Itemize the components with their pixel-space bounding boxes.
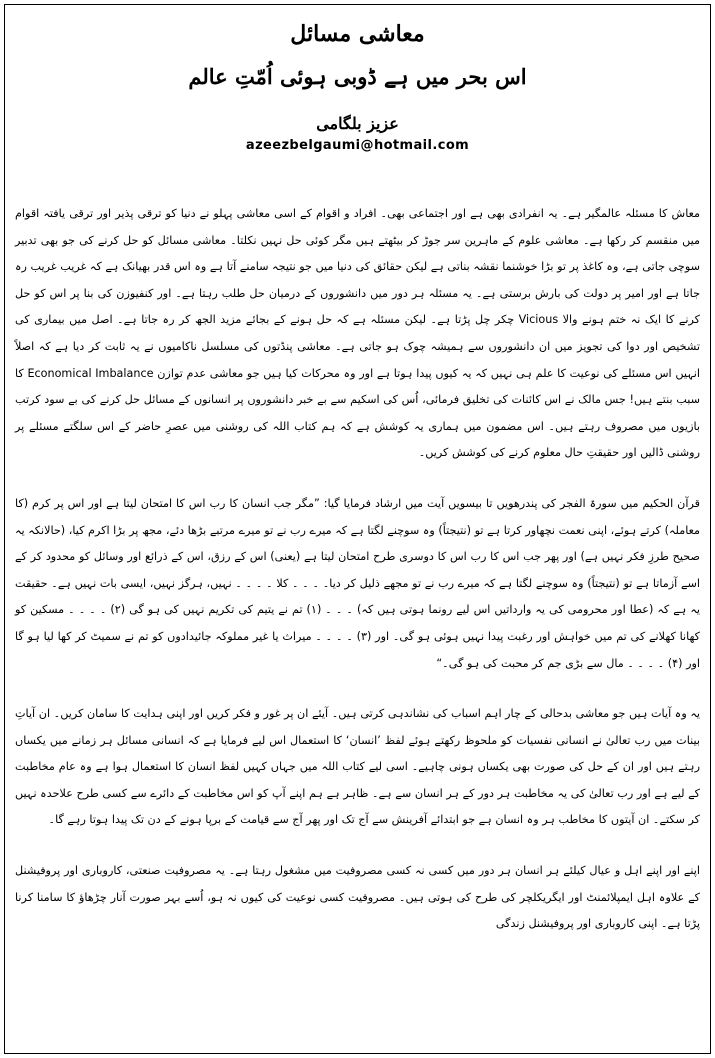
paragraph: قرآن الحکیم میں سورۃ الفجر کی پندرھویں تا بیسویں آیت میں ارشاد فرمایا گیا: ”مگر جب انسان کا رب اس کا امتحان لیتا ہے اور اس پر کرم (کا معاملہ) کرتے ہوئے، اپنی نعمت نچھاور کرتا ہے تو (نتیجتاً) وہ سوچنے لگتا ہے کہ میرے رب نے تو میرے مرتبے بڑھا دئے، مجھ پر بڑا اکرم کیا، (حالانکہ یہ صحیح طرزِ فکر نہیں ہے) اور پھر جب اس کا رب اس کا دوسری طرح امتحان لیتا ہے (یعنی) اس کے رزق، اس کے ذرائع اور وسائل کو محدود کر کے اسے آزماتا ہے تو (نتیجتاً) وہ سوچنے لگتا ہے کہ میرے رب نے تو مجھے ذلیل کر دیا۔ ۔ ۔ ۔ کلا ۔ ۔ ۔ ۔ نہیں، ہرگز نہیں، ایسی بات نہیں ہے۔ حقیقت یہ ہے کہ (عطا اور محرومی کی یہ وارداتیں اس لیے رونما ہوتی ہیں کہ) ۔ ۔ ۔ (۱) تم نے یتیم کی تکریم نہیں کی ہو گی (۲) ۔ ۔ ۔ ۔ مسکین کو کھانا کھلانے کی تم میں خواہش اور رغبت پیدا نہیں ہوئی ہو گی۔ اور (۳) ۔ ۔ ۔ ۔ میراث یا غیر مملوکہ جائیدادوں کو تم نے سمیٹ کر کھا لیا ہو گا اور (۴) ۔ ۔ ۔ ۔ مال سے بڑی جم کر محبت کی ہو گی۔“ bbox=[15, 496, 700, 670]
paragraph: یہ وہ آیات ہیں جو معاشی بدحالی کے چار اہم اسباب کی نشاندہی کرتی ہیں۔ آیئے ان پر غور و فکر کریں اور اپنی ہدایت کا سامان کریں۔ ان آیاتِ بینات میں رب تعالیٰ نے انسانی نفسیات کو ملحوظ رکھتے ہوئے لفظ ’انسان‘ کا استعمال اس لیے فرمایا ہے کہ انسانی مسائل ہر زمانے میں یکساں رہتے ہیں اور ان کے حل کی صورت بھی یکساں ہونی چاہیے۔ اسی لیے کتاب اللہ میں جہاں کہیں لفظ انسان کا استعمال ہوا ہے وہ عام مخاطبت کے لیے ہے اور رب تعالیٰ کی یہ مخاطبت ہر دور کے ہر انسان سے ہے۔ ظاہر ہے ہم اپنے آپ کو اس مخاطبت کے دائرے سے کسی طرح علاحدہ نہیں کر سکتے۔ ان آیتوں کا مخاطب ہر وہ انسان ہے جو ابتدائے آفرینش سے آج تک اور پھر آج سے قیامت کے برپا ہونے کے دن تک پیدا ہوتا رہے گا۔ bbox=[15, 707, 700, 827]
paragraph-spacer bbox=[15, 677, 700, 701]
article-page bbox=[4, 4, 711, 1054]
paragraph: معاش کا مسئلہ عالمگیر ہے۔ یہ انفرادی بھی ہے اور اجتماعی بھی۔ افراد و اقوام کے اسی معاشی پہلو نے دنیا کو ترقی پذیر اور ترقی یافتہ اقوام میں منقسم کر رکھا ہے۔ معاشی علوم کے ماہرین سر جوڑ کر بیٹھتے ہیں مگر کوئی حل نہیں نکلتا۔ معاشی مسائل کو حل کرنے کی جو بھی تدبیر سوچی جاتی ہے، وہ کاغذ پر تو بڑا خوشنما نقشہ بناتی ہے لیکن حقائق کی دنیا میں جو نتیجہ سامنے آتا ہے وہ اس قدر بھیانک ہے کہ غریب غریب رہ جاتا ہے اور امیر پر دولت کی بارش برستی ہے۔ یہ مسئلہ ہر دور میں دانشوروں کے درمیان حل طلب رہتا ہے۔ اور کنفیوزن کی بنا پر اس کو حل کرنے کا ایک نہ ختم ہونے والا Vicious چکر چل پڑتا ہے۔ لیکن مسئلہ ہے کہ حل ہونے کے بجائے مزید الجھ کر رہ جاتا ہے۔ اصل میں بیماری کی تشخیص اور دوا کی تجویز میں ان دانشوروں سے ہمیشہ چوک ہو جاتی ہے۔ معاشی پنڈتوں کی مسلسل ناکامیوں نے یہ ثابت کر دیا ہے کہ اصلاً انہیں اس مسئلے کی نوعیت کا علم ہی نہیں کہ یہ کیوں پیدا ہوتا ہے اور وہ محرکات کیا ہیں جو معاشی عدم توازن Economical Imbalance کا سبب بنتے ہیں! جس مالک نے اس کائنات کی تخلیق فرمائی، اُس کی اسکیم سے بے خبر دانشوروں پر انسانوں کے مسائل حل کرنے کی بے سود کرتب بازیوں میں مصروف رہتے ہیں۔ اس مضمون میں ہماری یہ کوشش ہے کہ ہم کتاب اللہ کی روشنی میں عصرِ حاضر کے اس سلگتے مسئلے پر روشنی ڈالیں اور حقیقتِ حال معلوم کرنے کی کوشش کریں۔ bbox=[15, 207, 701, 460]
article-title: معاشی مسائل bbox=[290, 21, 425, 47]
article-header bbox=[5, 5, 710, 155]
article-body bbox=[15, 201, 700, 938]
paragraph-spacer bbox=[15, 834, 700, 858]
paragraph: اپنے اور اپنے اہل و عیال کیلئے ہر انسان ہر دور میں کسی نہ کسی مصروفیت میں مشغول رہتا ہے۔ یہ مصروفیت صنعتی، کاروباری اور پروفیشنل کے علاوہ اہل ایمپلائمنٹ اور ایگریکلچر کی طرح کی ہوتی ہیں۔ مصروفیت کسی نوعیت کی کیوں نہ ہو، اُسے بہر صورت آنار چڑھاؤ کا سامنا کرنا پڑتا ہے۔ اپنی کاروباری اور پروفیشنل زندگی bbox=[15, 864, 700, 931]
author-email: azeezbelgaumi@hotmail.com bbox=[245, 138, 470, 153]
article-subtitle: اس بحر میں ہے ڈوبی ہوئی اُمّتِ عالم bbox=[188, 64, 527, 89]
author-name: عزیز بلگامی bbox=[316, 114, 399, 133]
paragraph-spacer bbox=[15, 467, 700, 491]
